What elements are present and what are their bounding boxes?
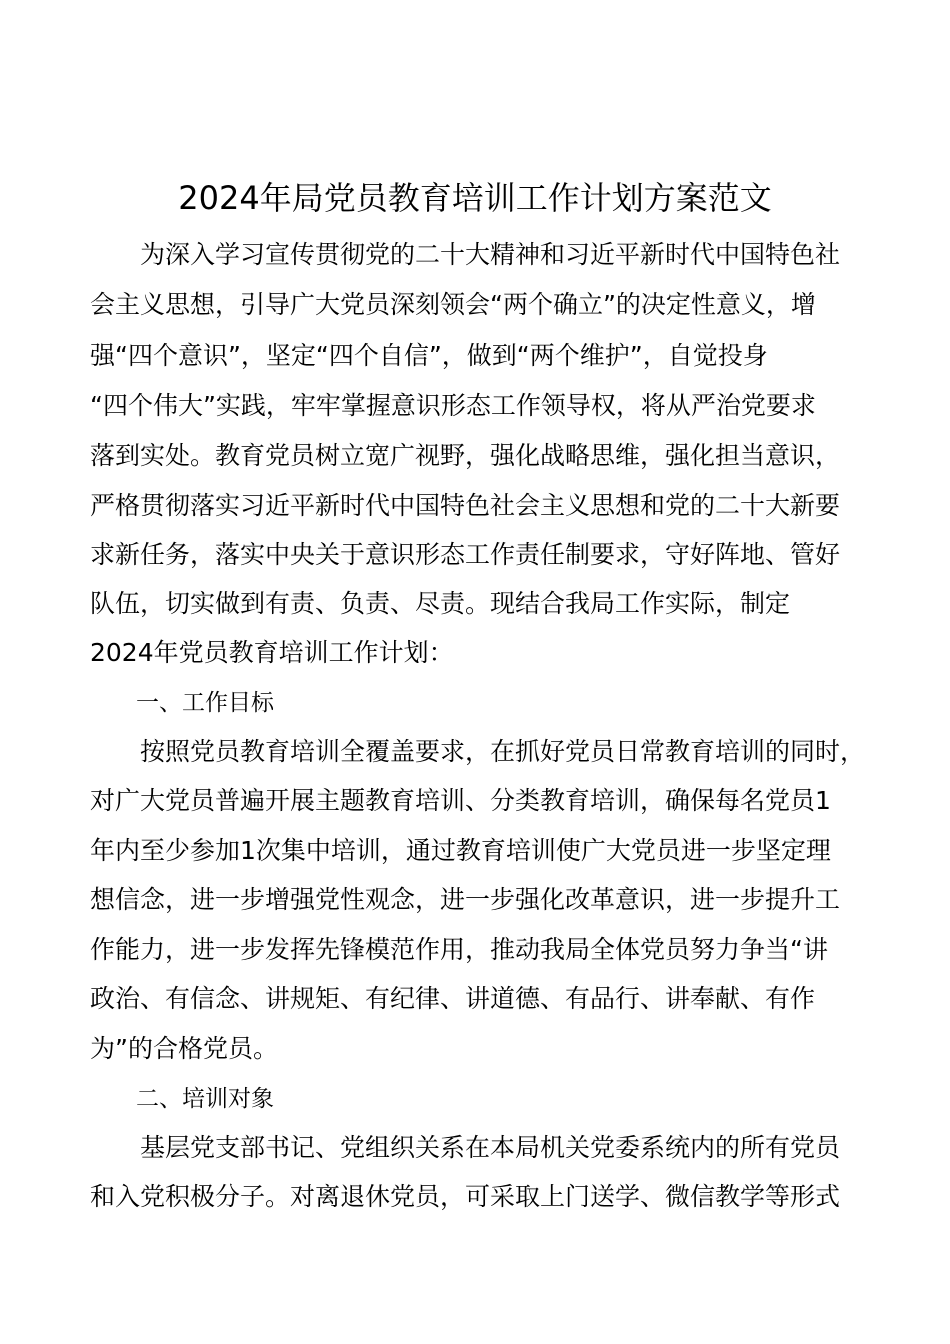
- body-line: 按照党员教育培训全覆盖要求，在抓好党员日常教育培训的同时，: [90, 737, 866, 766]
- body-line: 严格贯彻落实习近平新时代中国特色社会主义思想和党的二十大新要: [90, 491, 841, 520]
- body-line: 2024年党员教育培训工作计划：: [90, 638, 454, 667]
- body-line: 强“四个意识”，坚定“四个自信”，做到“两个维护”，自觉投身: [90, 341, 768, 370]
- body-line: 作能力，进一步发挥先锋模范作用，推动我局全体党员努力争当“讲: [90, 935, 828, 964]
- body-line: 落到实处。教育党员树立宽广视野，强化战略思维，强化担当意识，: [90, 441, 841, 470]
- body-line: 会主义思想，引导广大党员深刻领会“两个确立”的决定性意义，增: [90, 290, 816, 319]
- body-line: 政治、有信念、讲规矩、有纪律、讲道德、有品行、讲奉献、有作: [90, 984, 816, 1013]
- body-line: 为深入学习宣传贯彻党的二十大精神和习近平新时代中国特色社: [90, 240, 841, 269]
- section-heading: 二、培训对象: [90, 1086, 274, 1112]
- body-line: 队伍，切实做到有责、负责、尽责。现结合我局工作实际，制定: [90, 589, 791, 618]
- body-line: “四个伟大”实践，牢牢掌握意识形态工作领导权，将从严治党要求: [90, 391, 816, 420]
- body-line: 求新任务，落实中央关于意识形态工作责任制要求，守好阵地、管好: [90, 540, 841, 569]
- body-line: 为”的合格党员。: [90, 1034, 278, 1063]
- document-title: 2024年局党员教育培训工作计划方案范文: [178, 179, 772, 217]
- body-line: 基层党支部书记、党组织关系在本局机关党委系统内的所有党员: [90, 1133, 841, 1162]
- body-line: 年内至少参加1次集中培训，通过教育培训使广大党员进一步坚定理: [90, 836, 831, 865]
- body-line: 想信念，进一步增强党性观念，进一步强化改革意识，进一步提升工: [90, 885, 841, 914]
- body-line: 和入党积极分子。对离退休党员，可采取上门送学、微信教学等形式: [90, 1182, 841, 1211]
- section-heading: 一、工作目标: [90, 690, 274, 716]
- body-line: 对广大党员普遍开展主题教育培训、分类教育培训，确保每名党员1: [90, 786, 831, 815]
